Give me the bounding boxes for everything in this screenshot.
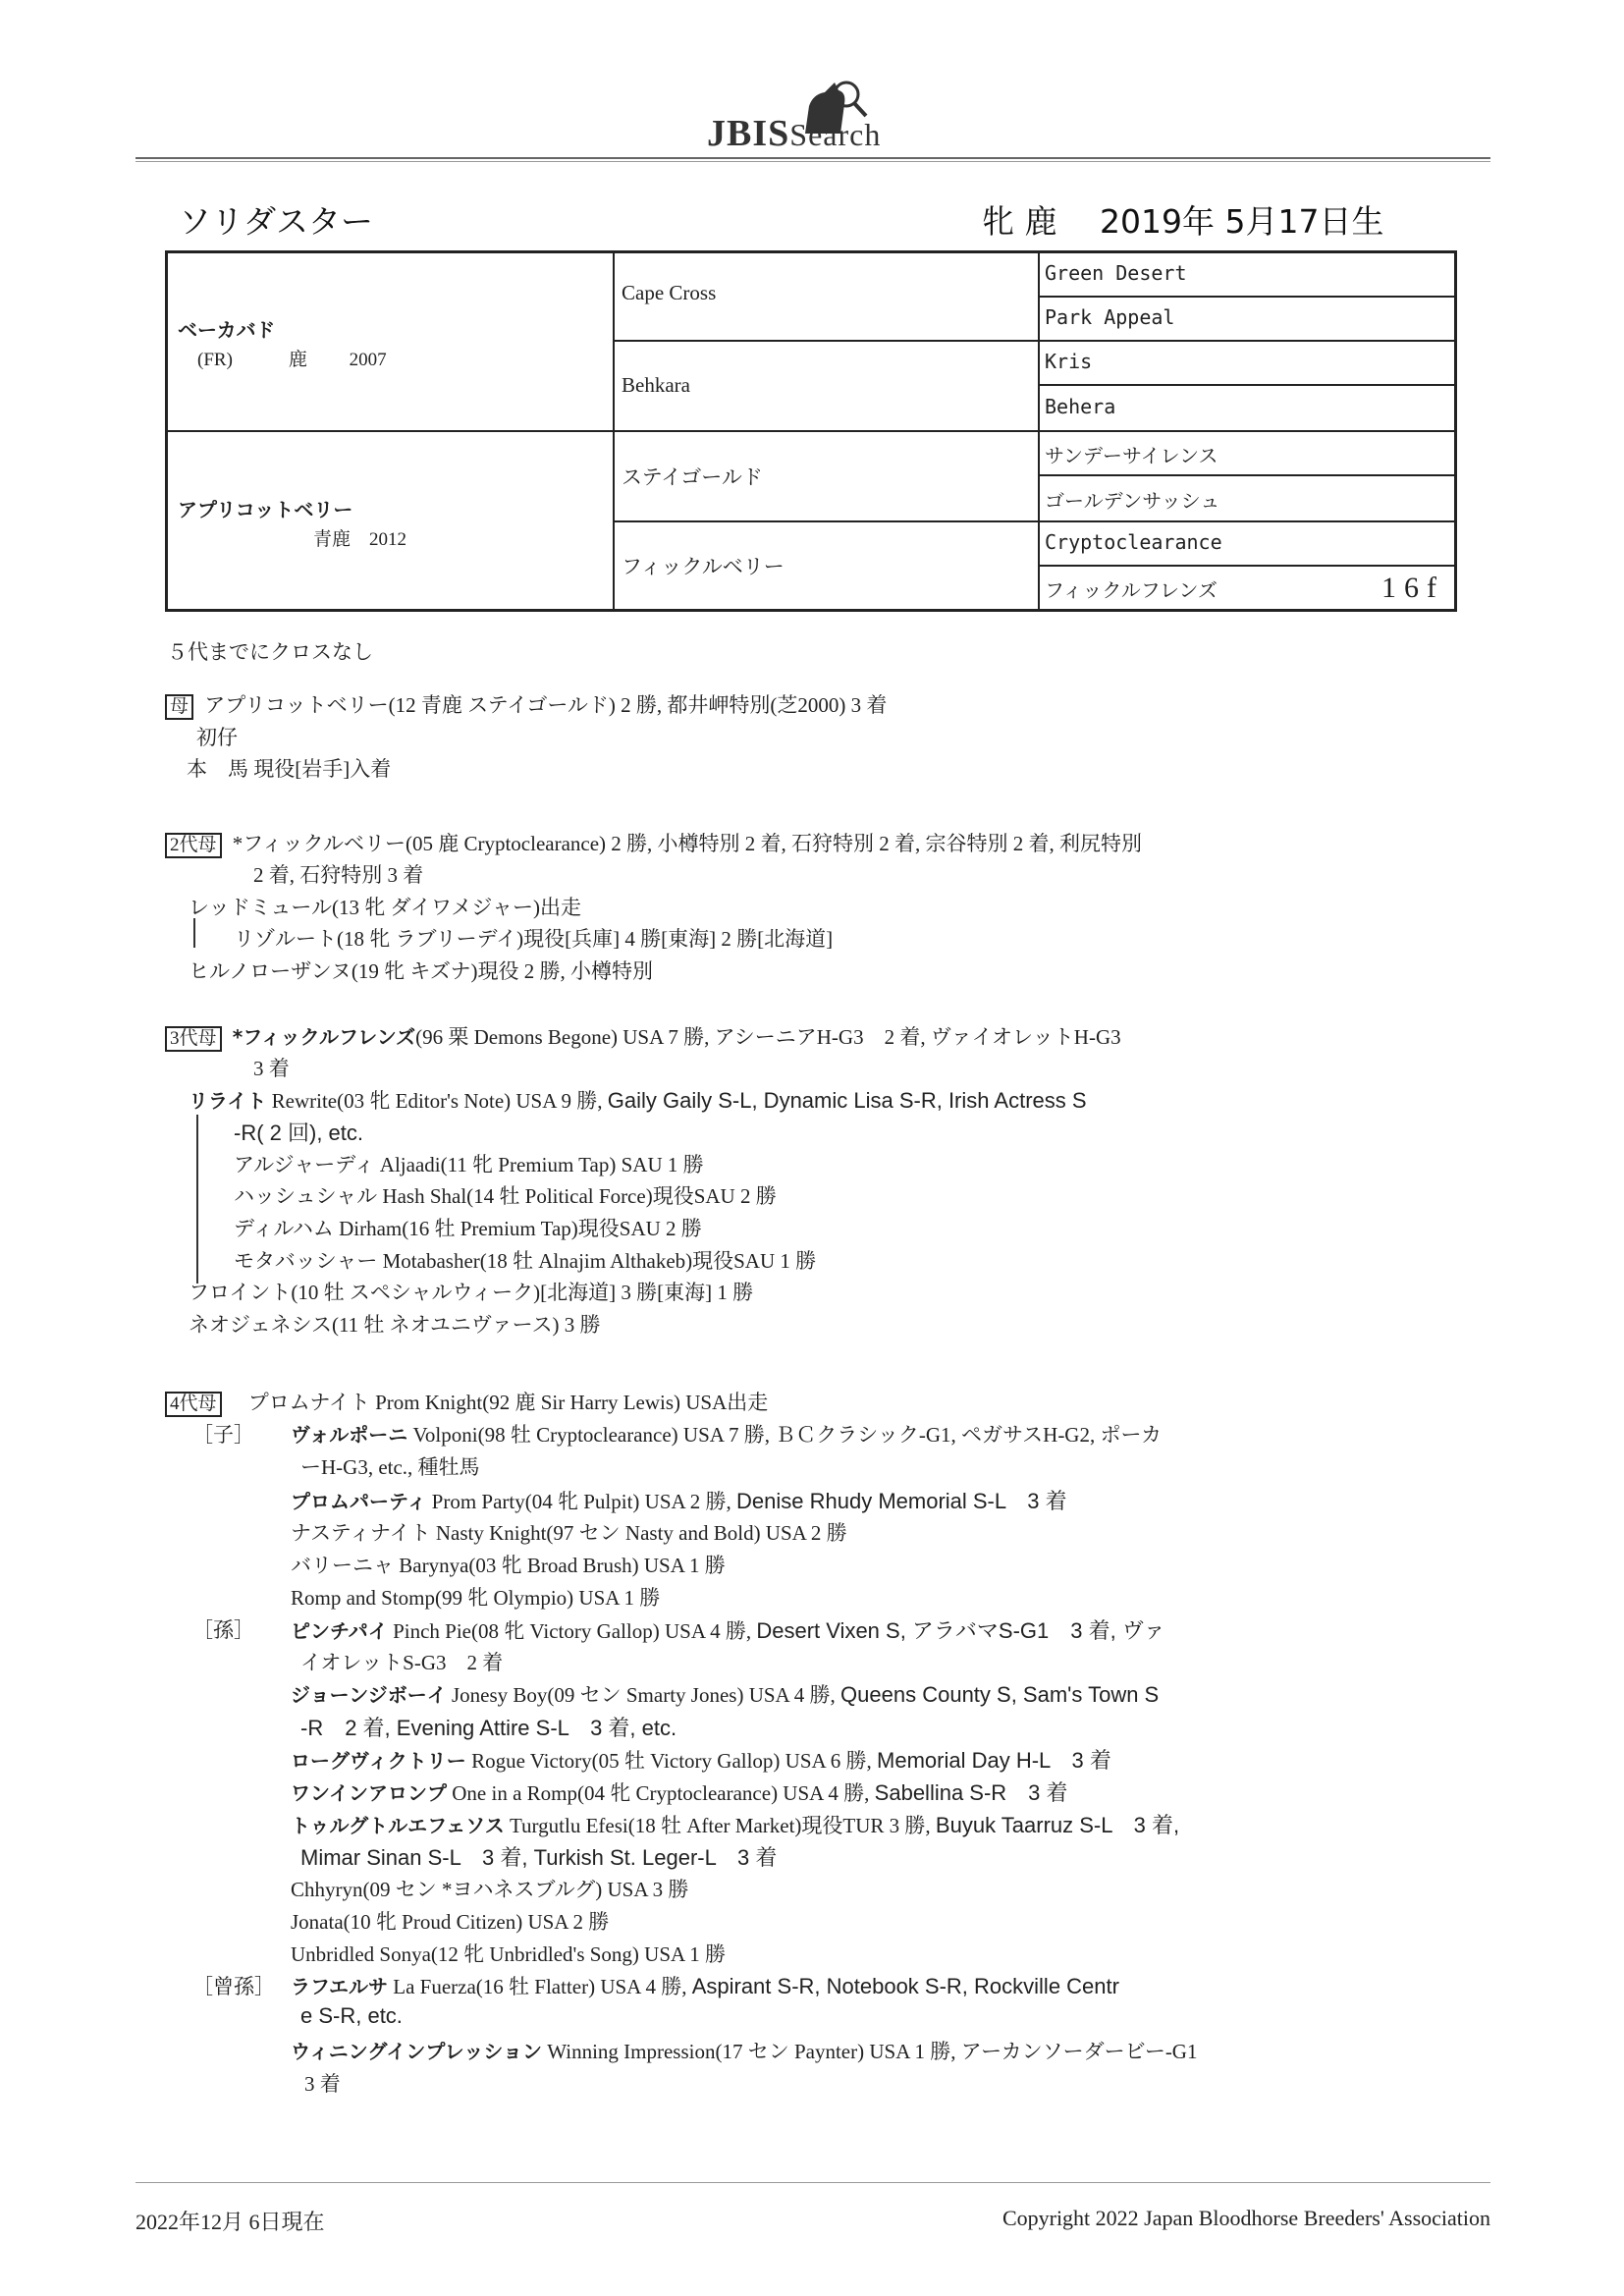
grandchildren-label: ［孫］	[192, 1618, 254, 1642]
lafuerza-rest: La Fuerza(16 牡 Flatter) USA 4 勝,	[388, 1975, 692, 1998]
second-dam-section	[165, 828, 1142, 858]
fourth-dam-label: 4代母	[165, 1392, 222, 1417]
header-divider	[135, 157, 1490, 159]
pinchpie-line2: イオレットS-G3 2 着	[300, 1651, 504, 1674]
volponi-rest: Volponi(98 牡 Cryptoclearance) USA 7 勝, ＢＣクラシック-G1, ペガサスH-G2, ポーカ	[407, 1423, 1163, 1447]
turgutlu-races: Buyuk Taarruz S-L 3 着,	[935, 1813, 1180, 1837]
ped-hline-g2a	[613, 340, 1454, 342]
romp-rest: One in a Romp(04 牝 Cryptoclearance) USA 4 勝,	[447, 1781, 875, 1805]
sire-color-year: 鹿 2007	[288, 350, 387, 370]
footer-date: 2022年12月 6日現在	[135, 2210, 325, 2234]
rewrite-entry	[189, 1085, 1087, 1115]
lafuerza-line2: e S-R, etc.	[300, 2003, 403, 2028]
header-divider-thin	[135, 161, 1490, 162]
dam-color-year: 青鹿 2012	[313, 529, 407, 550]
sire-country: (FR)	[197, 350, 233, 370]
ped-hline-g3a	[1038, 296, 1454, 298]
pinchpie-rest: Pinch Pie(08 牝 Victory Gallop) USA 4 勝,	[387, 1619, 757, 1643]
child-plain-2: バリーニャ Barynya(03 牝 Broad Brush) USA 1 勝	[291, 1554, 726, 1577]
g3-6: ゴールデンサッシュ	[1045, 489, 1220, 513]
rewrite-name: リライト	[189, 1089, 267, 1113]
rewrite-line2: -R( 2 回), etc.	[234, 1121, 364, 1145]
third-dam-row-5: フロイント(10 牡 スペシャルウィーク)[北海道] 3 勝[東海] 1 勝	[189, 1281, 754, 1304]
turgutlu-name: トゥルグトルエフェソス	[291, 1814, 505, 1837]
grand-plain-3: Unbridled Sonya(12 牝 Unbridled's Song) USA 1 勝	[291, 1942, 727, 1966]
g3-1: Green Desert	[1045, 261, 1187, 285]
winning-entry	[291, 2036, 1197, 2065]
turgutlu-line2: Mimar Sinan S-L 3 着, Turkish St. Leger-L 3 着	[300, 1845, 778, 1870]
rogue-rest: Rogue Victory(05 牡 Victory Gallop) USA 6 勝,	[465, 1749, 878, 1773]
jonesy-line2: -R 2 着, Evening Attire S-L 3 着, etc.	[300, 1716, 677, 1740]
third-dam-row-4: モタバッシャー Motabasher(18 牡 Alnajim Althakeb)現役SAU 1 勝	[234, 1249, 817, 1273]
rewrite-races: Gaily Gaily S-L, Dynamic Lisa S-R, Irish Actress S	[607, 1088, 1087, 1113]
jbis-search-logo	[707, 77, 943, 155]
third-dam-line1: (96 栗 Demons Begone) USA 7 勝, アシーニアH-G3 2 着, ヴァイオレットH-G3	[415, 1025, 1121, 1049]
dam-name: アプリコットベリー	[178, 498, 353, 521]
second-dam-row-1: レッドミュール(13 牝 ダイワメジャー)出走	[189, 896, 581, 919]
dam-sub2: 本 馬 現役[岩手]入着	[187, 757, 392, 781]
great-grandchildren-label: ［曾孫］	[192, 1975, 275, 1998]
logo-text	[707, 112, 881, 155]
sire-dam: Behkara	[622, 373, 690, 397]
second-dam-label: 2代母	[165, 833, 222, 858]
second-dam-line2: 2 着, 石狩特別 3 着	[253, 863, 424, 887]
jonesy-name: ジョーンジボーイ	[291, 1683, 447, 1707]
lafuerza-name: ラフエルサ	[291, 1975, 388, 1998]
third-dam-row-3: ディルハム Dirham(16 牡 Premium Tap)現役SAU 2 勝	[234, 1217, 702, 1240]
child-plain-3: Romp and Stomp(99 牝 Olympio) USA 1 勝	[291, 1586, 661, 1610]
dam-sub1: 初仔	[196, 726, 238, 749]
promparty-entry	[291, 1485, 1067, 1515]
g3-8: フィックルフレンズ	[1045, 578, 1218, 602]
third-dam-row-6: ネオジェネシス(11 牡 ネオユニヴァース) 3 勝	[189, 1313, 601, 1337]
turgutlu-entry	[291, 1809, 1179, 1839]
third-dam-section	[165, 1021, 1121, 1052]
promparty-name: プロムパーティ	[291, 1490, 427, 1513]
winning-name: ウィニングインプレッション	[291, 2040, 542, 2063]
volponi-entry	[291, 1419, 1162, 1449]
pinchpie-entry	[291, 1614, 1165, 1645]
romp-name: ワンインアロンプ	[291, 1781, 447, 1805]
rogue-entry	[291, 1744, 1111, 1775]
g3-4: Behera	[1045, 395, 1116, 418]
third-dam-row-2: ハッシュシャル Hash Shal(14 牡 Political Force)現役SAU 2 勝	[234, 1184, 777, 1208]
sire-sire: Cape Cross	[622, 281, 717, 304]
volponi-line2: ーH-G3, etc., 種牡馬	[300, 1455, 480, 1479]
rogue-name: ローグヴィクトリー	[291, 1749, 466, 1773]
dam-section	[165, 689, 887, 720]
lafuerza-entry	[291, 1971, 1119, 2000]
winning-rest: Winning Impression(17 セン Paynter) USA 1 勝, アーカンソーダービー-G1	[542, 2040, 1198, 2063]
fourth-dam-line: プロムナイト Prom Knight(92 鹿 Sir Harry Lewis) USA出走	[247, 1391, 769, 1414]
ped-hline-g3b	[1038, 384, 1454, 386]
romp-races: Sabellina S-R 3 着	[874, 1780, 1068, 1805]
second-dam-line1: *フィックルベリー(05 鹿 Cryptoclearance) 2 勝, 小樽特別 2 着, 石狩特別 2 着, 宗谷特別 2 着, 利尻特別	[232, 832, 1143, 855]
lafuerza-races: Aspirant S-R, Notebook S-R, Rockville Centr	[691, 1974, 1119, 1998]
pedigree-table	[165, 250, 1457, 612]
promparty-rest: Prom Party(04 牝 Pulpit) USA 2 勝,	[426, 1490, 737, 1513]
grand-plain-1: Chhyryn(09 セン *ヨハネスブルグ) USA 3 勝	[291, 1878, 689, 1901]
inbreeding-note: ５代までにクロスなし	[167, 640, 373, 664]
volponi-name: ヴォルポーニ	[291, 1423, 408, 1447]
rogue-races: Memorial Day H-L 3 着	[877, 1748, 1111, 1773]
winning-line2: 3 着	[304, 2072, 341, 2096]
descent-bar	[193, 918, 195, 948]
sire-name: ベーカバド	[178, 318, 276, 342]
second-dam-row-2: リゾルート(18 牝 ラブリーデイ)現役[兵庫] 4 勝[東海] 2 勝[北海道]	[234, 927, 834, 951]
pinchpie-name: ピンチパイ	[291, 1619, 388, 1643]
children-label: ［子］	[192, 1423, 254, 1447]
romp-entry	[291, 1777, 1068, 1807]
turgutlu-rest: Turgutlu Efesi(18 牡 After Market)現役TUR 3 勝,	[504, 1814, 936, 1837]
dam-label: 母	[165, 694, 193, 720]
ped-hline-g2b	[613, 520, 1454, 522]
g3-2: Park Appeal	[1045, 305, 1175, 329]
dam-sire: ステイゴールド	[622, 465, 763, 489]
jonesy-rest: Jonesy Boy(09 セン Smarty Jones) USA 4 勝,	[446, 1683, 841, 1707]
logo-search: Search	[789, 117, 882, 152]
dam-line: アプリコットベリー(12 青鹿 ステイゴールド) 2 勝, 都井岬特別(芝2000) 3 着	[204, 693, 888, 717]
third-dam-row-1: アルジャーディ Aljaadi(11 牝 Premium Tap) SAU 1 勝	[234, 1153, 704, 1176]
g3-7: Cryptoclearance	[1045, 530, 1222, 554]
footer-divider	[135, 2182, 1490, 2183]
jonesy-entry	[291, 1679, 1159, 1709]
dam-cell	[178, 494, 406, 551]
descent-bar	[196, 1115, 198, 1284]
sire-details	[178, 345, 387, 371]
pinchpie-races: Desert Vixen S, アラバマS-G1 3 着, ヴァ	[756, 1618, 1165, 1643]
g3-3: Kris	[1045, 350, 1093, 373]
family-number: 16f	[1381, 572, 1444, 604]
promparty-races: Denise Rhudy Memorial S-L 3 着	[736, 1489, 1067, 1513]
sire-cell	[178, 314, 387, 371]
second-dam-row-3: ヒルノローザンヌ(19 牝 キズナ)現役 2 勝, 小樽特別	[189, 959, 654, 983]
ped-hline-mid	[168, 430, 1454, 432]
jonesy-races: Queens County S, Sam's Town S	[840, 1682, 1160, 1707]
horse-name: ソリダスター	[179, 202, 373, 241]
footer-copyright: Copyright 2022 Japan Bloodhorse Breeders' Association	[1001, 2206, 1490, 2230]
g3-5: サンデーサイレンス	[1045, 444, 1218, 467]
grand-plain-2: Jonata(10 牝 Proud Citizen) USA 2 勝	[291, 1910, 610, 1934]
rewrite-rest: Rewrite(03 牝 Editor's Note) USA 9 勝,	[266, 1089, 608, 1113]
child-plain-1: ナスティナイト Nasty Knight(97 セン Nasty and Bold) USA 2 勝	[291, 1521, 847, 1545]
third-dam-line2: 3 着	[253, 1057, 290, 1080]
dam-dam: フィックルベリー	[622, 555, 785, 578]
fourth-dam-section	[165, 1387, 768, 1417]
ped-hline-g3d	[1038, 565, 1454, 567]
third-dam-name: *フィックルフレンズ	[232, 1025, 416, 1049]
ped-hline-g3c	[1038, 474, 1454, 476]
horse-info: 牝 鹿 2019年 5月17日生	[982, 202, 1384, 241]
logo-jbis: JBIS	[707, 113, 790, 154]
third-dam-label: 3代母	[165, 1026, 222, 1052]
